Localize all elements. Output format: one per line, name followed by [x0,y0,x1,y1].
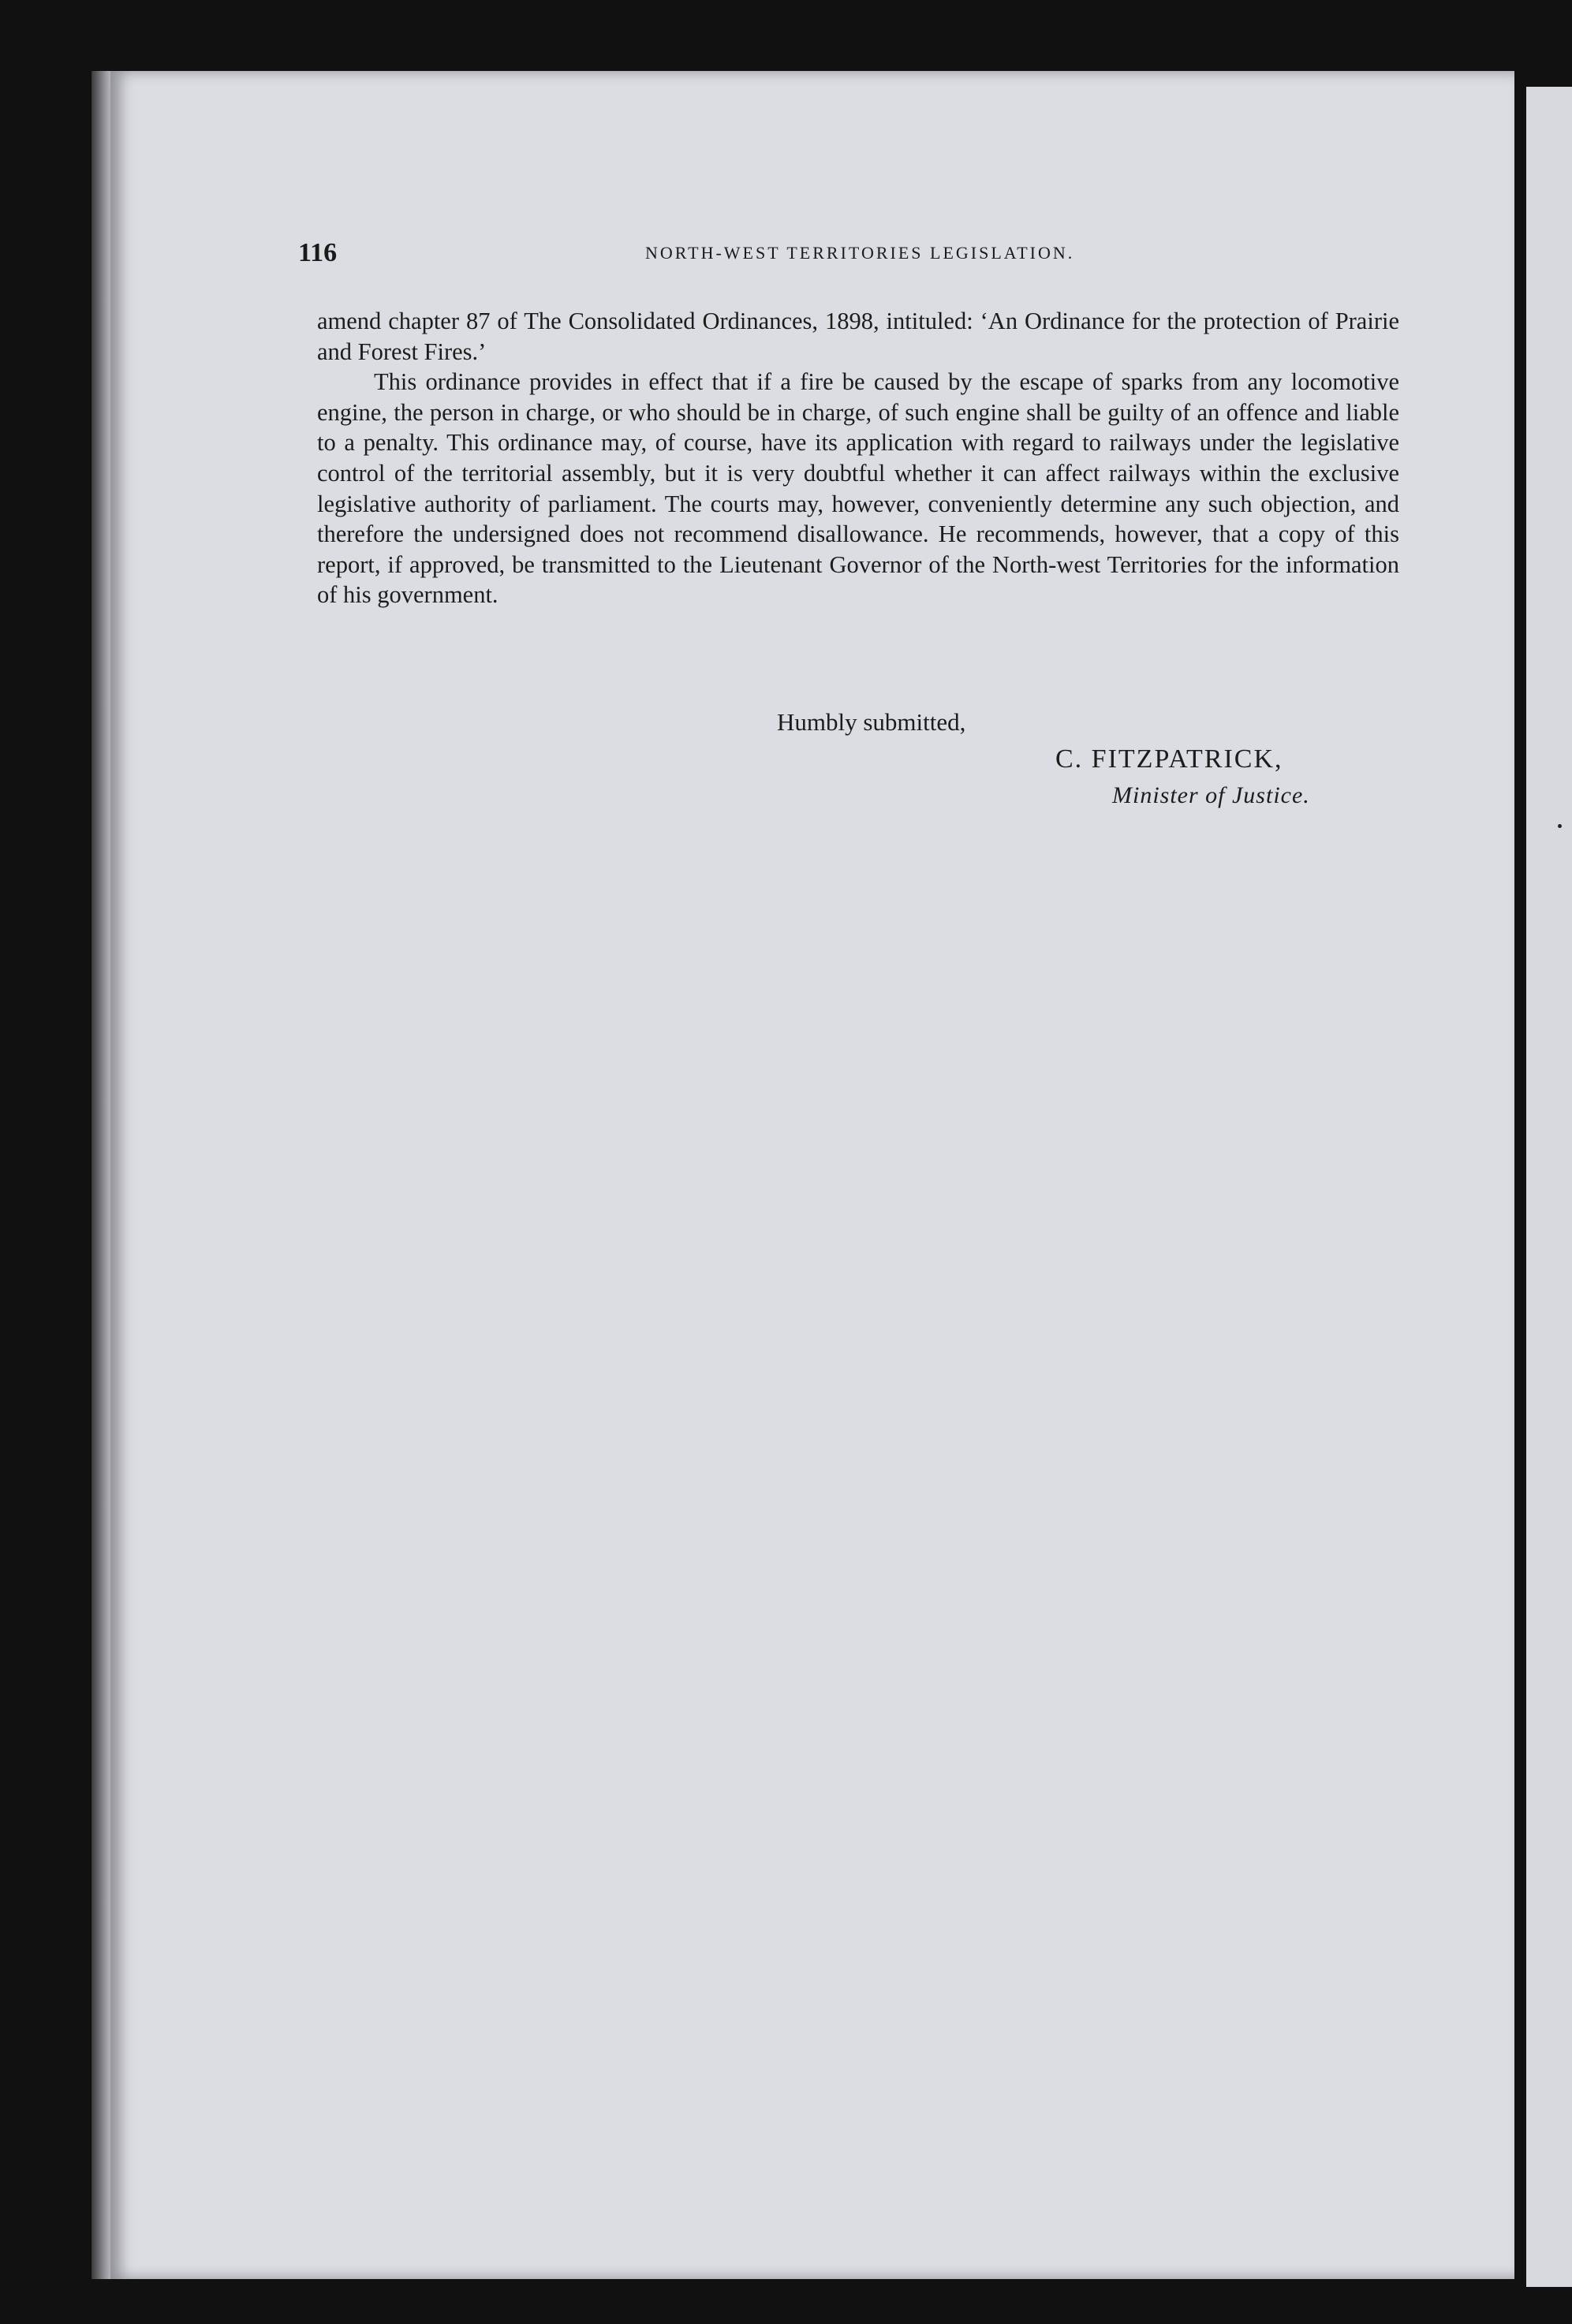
signatory-title: Minister of Justice. [1112,782,1310,808]
paragraph-continuation: amend chapter 87 of The Consolidated Ordinances, 1898, intituled: ‘An Ordinance for the protection of Prairie and Forest Fires.’ [317,308,1399,365]
closing-salutation: Humbly submitted, [777,708,966,736]
signatory-name: C. FITZPATRICK, [1055,744,1283,774]
paragraph-main: This ordinance provides in effect that if a fire be caused by the escape of sparks from any locomotive engine, the person in charge, or who should be in charge, of such engine shall be guilty of an offence and liable to a penalty. This ordinance may, of course, have its application with regard to railways under the legislative control of the territorial assembly, but it is very doubtful whether it can affect railways within the exclusive legislative authority of parliament. The courts may, however, conveniently determine any such objection, and therefore the undersigned does not recommend disallowance. He recommends, however, that a copy of this report, if approved, be transmitted to the Lieutenant Governor of the North-west Territories for the information of his government. [317,368,1399,609]
page-header [298,238,1402,273]
body-text [317,306,1399,610]
page-number: 116 [298,238,338,267]
running-head: NORTH-WEST TERRITORIES LEGISLATION. [645,243,1075,263]
scan-speck [1558,824,1562,828]
adjacent-page-edge [1526,87,1572,2287]
